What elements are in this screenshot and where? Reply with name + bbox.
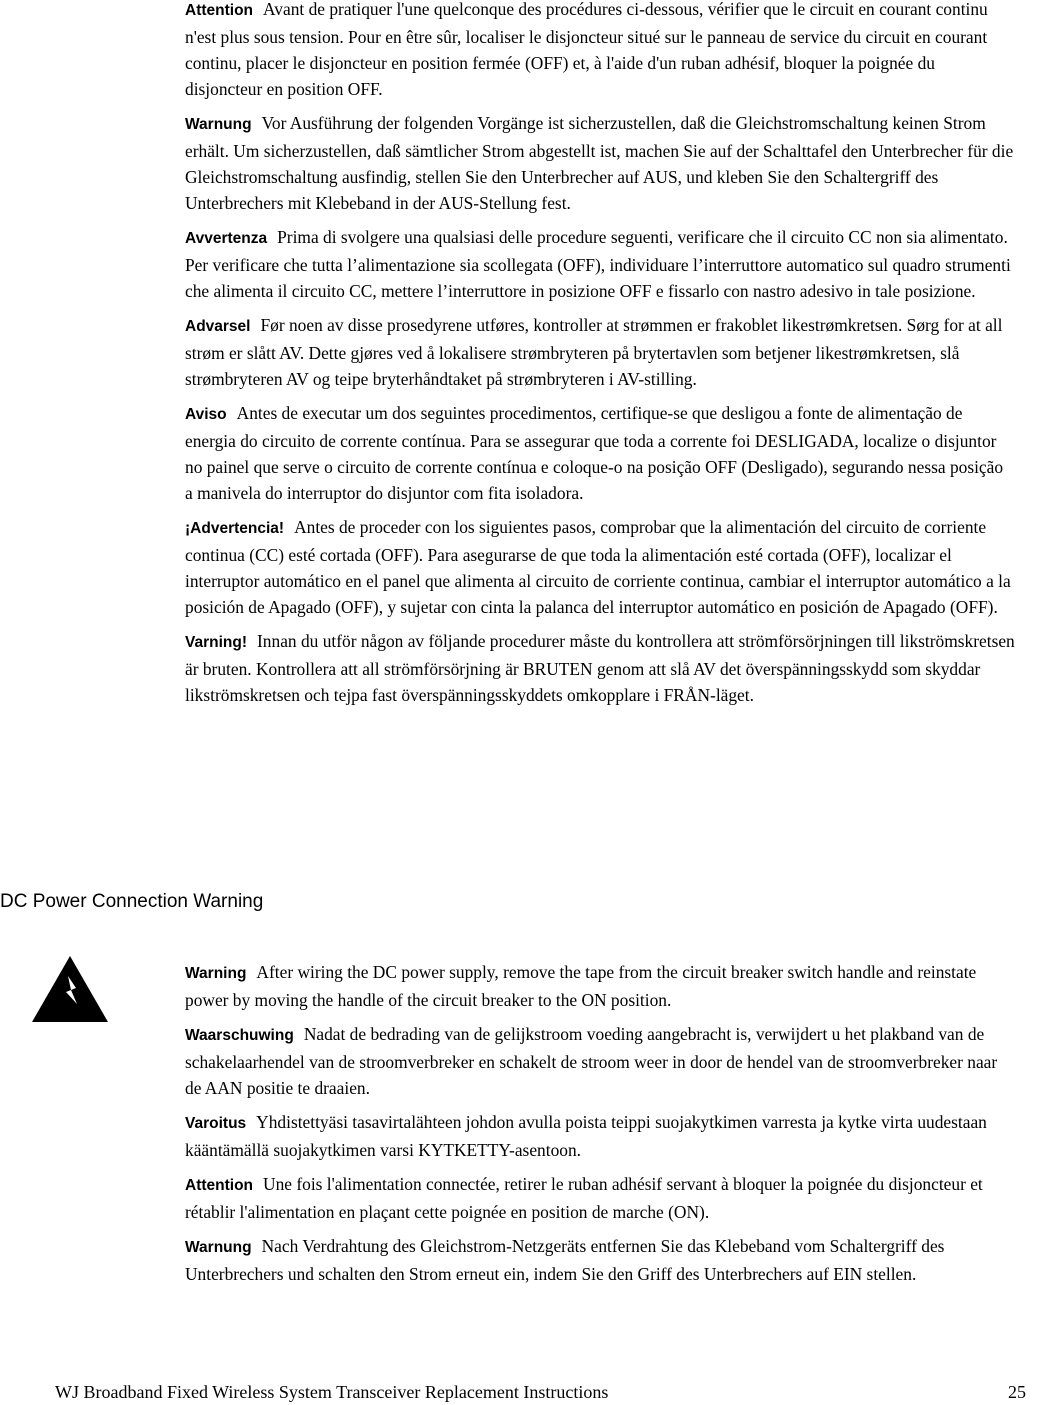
warning-paragraph-de <box>185 1233 1015 1287</box>
warning-text: Avant de pratiquer l'une quelconque des procédures ci-dessous, vérifier que le circuit en courant continu n'est plus sous tension. Pour en être sûr, localiser le disjoncteur situé sur le panneau de service du circuit en courant continu, placer le disjoncteur en position fermée (OFF) et, à l'aide d'un ruban adhésif, bloquer la poignée du disjoncteur en position OFF. <box>185 0 988 99</box>
warning-label: Varoitus <box>185 1115 247 1132</box>
warning-label: Warnung <box>185 1239 252 1256</box>
warning-text: Prima di svolgere una qualsiasi delle procedure seguenti, verificare che il circuito CC non sia alimentato. Per verificare che tutta l’alimentazione sia scollegata (OFF), individuare l’interruttore automatico sul quadro strumenti che alimenta il circuito CC, mettere l’interruttore in posizione OFF e fissarlo con nastro adesivo in tale posizione. <box>185 227 1011 301</box>
warning-label: Waarschuwing <box>185 1027 294 1044</box>
page-footer <box>55 1381 1026 1403</box>
warning-paragraph-fi <box>185 1109 1015 1163</box>
warning-text: Une fois l'alimentation connectée, retirer le ruban adhésif servant à bloquer la poignée du disjoncteur et rétablir l'alimentation en plaçant cette poignée en position de marche (ON). <box>185 1174 983 1222</box>
warning-paragraph-es <box>185 514 1015 620</box>
page-number: 25 <box>1008 1382 1026 1402</box>
warning-lightning-triangle-icon <box>30 954 110 1024</box>
warning-label: Advarsel <box>185 318 251 335</box>
warning-paragraph-de <box>185 110 1015 216</box>
warning-text: Innan du utför någon av följande procedurer måste du kontrollera att strömförsörjningen till likströmskretsen är bruten. Kontrollera att all strömförsörjning är BRUTEN genom att slå AV det överspänningsskydd som skyddar likströmskretsen och tejpa fast överspänningsskyddets omkopplare i FRÅN-läget. <box>185 631 1015 705</box>
warning-text: Før noen av disse prosedyrene utføres, kontroller at strømmen er frakoblet likestrømkretsen. Sørg for at all strøm er slått AV. Dette gjøres ved å lokalisere strømbryteren på brytertavlen som betjener likestrømkretsen, slå strømbryteren AV og teipe bryterhåndtaket på strømbryteren i AV-stilling. <box>185 315 1003 389</box>
section-title: DC Power Connection Warning <box>0 891 264 912</box>
warning-paragraph-pt <box>185 400 1015 506</box>
warning-paragraph-en <box>185 959 1015 1013</box>
warning-label: Warnung <box>185 116 252 133</box>
warning-paragraph-fr <box>185 1171 1015 1225</box>
warning-paragraph-no <box>185 312 1015 392</box>
warning-label: Avvertenza <box>185 230 268 247</box>
warning-text: Antes de proceder con los siguientes pasos, comprobar que la alimentación del circuito de corriente continua (CC) esté cortada (OFF). Para asegurarse de que toda la alimentación esté cortada (OFF), localizar el interruptor automático en el panel que alimenta al circuito de corriente continua, cambiar el interruptor automático a la posición de Apagado (OFF), y sujetar con cinta la palanca del interruptor automático en posición de Apagado (OFF). <box>185 517 1011 617</box>
warning-label: Warning <box>185 965 247 982</box>
warning-paragraph-nl <box>185 1021 1015 1101</box>
warning-paragraph-sv <box>185 628 1015 708</box>
warning-label: Aviso <box>185 406 227 423</box>
bottom-warning-list <box>185 959 1015 1287</box>
warning-label: Attention <box>185 2 254 19</box>
footer-doc-title: WJ Broadband Fixed Wireless System Transceiver Replacement Instructions <box>55 1382 609 1402</box>
top-warning-list <box>185 0 1015 708</box>
warning-text: Antes de executar um dos seguintes procedimentos, certifique-se que desligou a fonte de alimentação de energia do circuito de corrente contínua. Para se assegurar que toda a corrente foi DESLIGADA, localize o disjuntor no painel que serve o circuito de corrente contínua e coloque-o na posição OFF (Desligado), segurando nessa posição a manivela do interruptor do disjuntor com fita isoladora. <box>185 403 1004 503</box>
warning-label: Attention <box>185 1177 254 1194</box>
warning-label: Varning! <box>185 634 248 651</box>
warning-text: Vor Ausführung der folgenden Vorgänge ist sicherzustellen, daß die Gleichstromschaltung keinen Strom erhält. Um sicherzustellen, daß sämtlicher Strom abgestellt ist, machen Sie auf der Schalttafel den Unterbrecher für die Gleichstromschaltung ausfindig, stellen Sie den Unterbrecher auf AUS, und kleben Sie den Schaltergriff des Unterbrechers mit Klebeband in der AUS-Stellung fest. <box>185 113 1014 213</box>
warning-text: After wiring the DC power supply, remove the tape from the circuit breaker switch handle and reinstate power by moving the handle of the circuit breaker to the ON position. <box>185 962 977 1010</box>
warning-text: Nach Verdrahtung des Gleichstrom-Netzgeräts entfernen Sie das Klebeband vom Schaltergriff des Unterbrechers und schalten den Strom erneut ein, indem Sie den Griff des Unterbrechers auf EIN stellen. <box>185 1236 945 1284</box>
warning-label: ¡Advertencia! <box>185 520 285 537</box>
warning-text: Yhdistettyäsi tasavirtalähteen johdon avulla poista teippi suojakytkimen varresta ja kytke virta uudestaan kääntämällä suojakytkimen varsi KYTKETTY-asentoon. <box>185 1112 987 1160</box>
warning-paragraph-fr <box>185 0 1015 102</box>
warning-paragraph-it <box>185 224 1015 304</box>
warning-text: Nadat de bedrading van de gelijkstroom voeding aangebracht is, verwijdert u het plakband van de schakelaarhendel van de stroomverbreker en schakelt de stroom weer in door de hendel van de stroomverbreker naar de AAN positie te draaien. <box>185 1024 998 1098</box>
